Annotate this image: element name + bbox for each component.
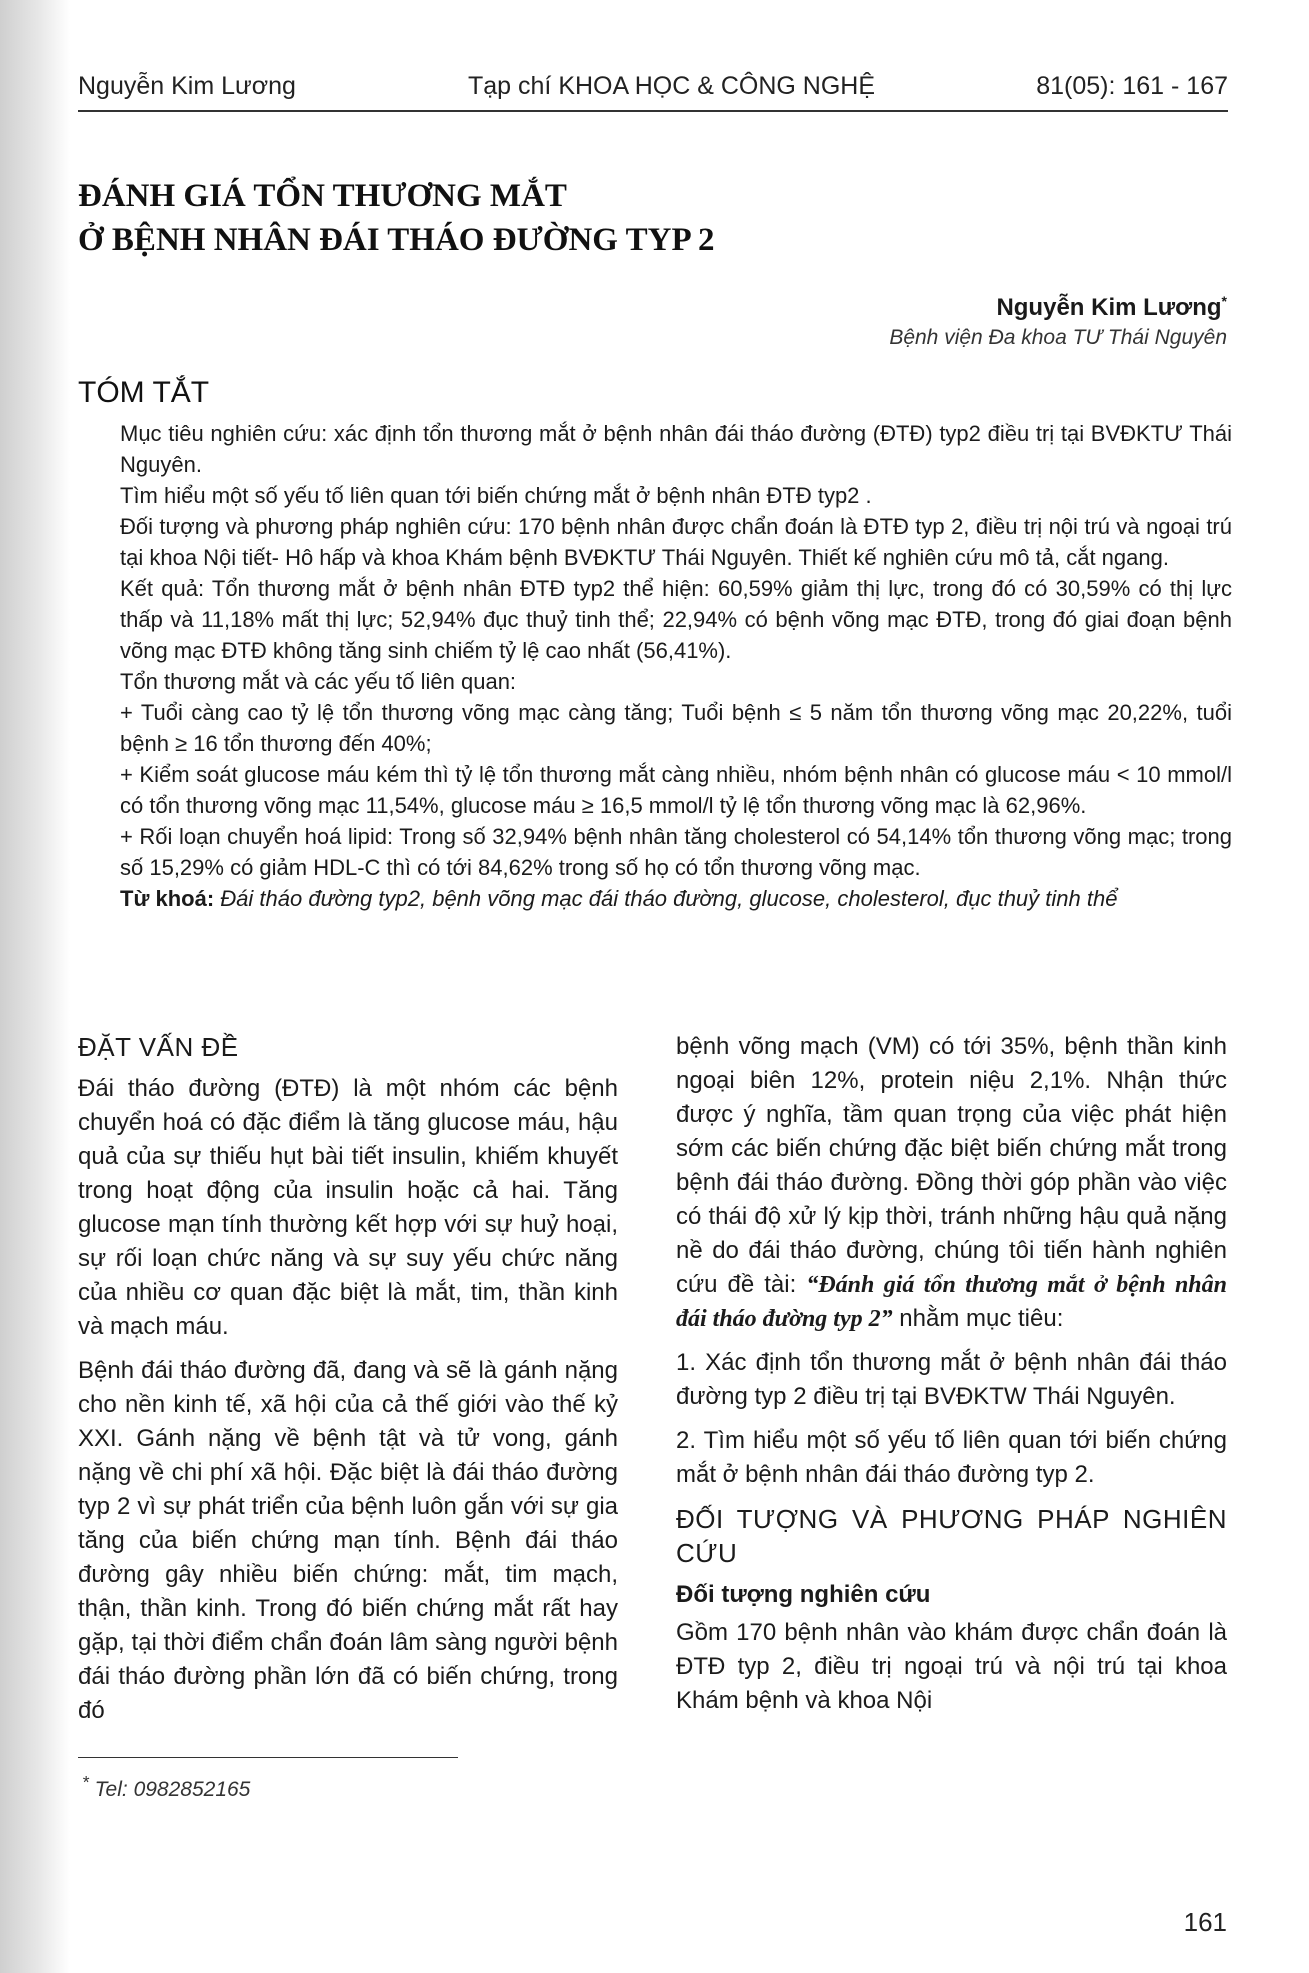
abstract-body [120, 418, 1232, 914]
article-title [78, 174, 978, 262]
footnote-marker: * [82, 1772, 89, 1792]
body-text: bệnh võng mạch (VM) có tới 35%, bệnh thần kinh ngoại biên 12%, protein niệu 2,1%. Nhận thức được ý nghĩa, tầm quan trọng của việc phát hiện sớm các biến chứng đặc biệt biến chứng mắt trong bệnh đái tháo đường. Đồng thời góp phần vào việc có thái độ xử lý kịp thời, tránh những hậu quả nặng nề do đái tháo đường, chúng tôi tiến hành nghiên cứu đề tài: [676, 1033, 1227, 1298]
abstract-paragraph: Kết quả: Tổn thương mắt ở bệnh nhân ĐTĐ typ2 thể hiện: 60,59% giảm thị lực, trong đó có 30,59% có thị lực thấp và 11,18% mất thị lực; 52,94% đục thuỷ tinh thể; 22,94% có bệnh võng mạc ĐTĐ, trong đó giai đoạn bệnh võng mạc ĐTĐ không tăng sinh chiếm tỷ lệ cao nhất (56,41%). [120, 576, 1232, 663]
abstract-paragraph: + Kiểm soát glucose máu kém thì tỷ lệ tổn thương mắt càng nhiều, nhóm bệnh nhân có glucose máu < 10 mmol/l có tổn thương võng mạc 11,54%, glucose máu ≥ 16,5 mmol/l tỷ lệ tổn thương võng mạc là 62,96%. [120, 762, 1232, 818]
keywords-text: Đái tháo đường typ2, bệnh võng mạc đái tháo đường, glucose, cholesterol, đục thuỷ tinh thể [220, 886, 1118, 911]
abstract-paragraph: + Rối loạn chuyển hoá lipid: Trong số 32,94% bệnh nhân tăng cholesterol có 54,14% tổn thương võng mạc; trong số 15,29% có giảm HDL-C thì có tới 84,62% trong số họ có tổn thương võng mạc. [120, 824, 1232, 880]
page-number: 161 [1183, 1907, 1227, 1937]
body-text: nhằm mục tiêu: [899, 1305, 1064, 1332]
scan-edge-shadow [0, 0, 70, 1973]
section-heading-methods: ĐỐI TƯỢNG VÀ PHƯƠNG PHÁP NGHIÊN CỨU [676, 1504, 1227, 1568]
author-name: Nguyễn Kim Lương [996, 294, 1222, 321]
abstract-paragraph: Tìm hiểu một số yếu tố liên quan tới biến chứng mắt ở bệnh nhân ĐTĐ typ2 . [120, 483, 872, 508]
author-name-line [889, 286, 1227, 323]
body-paragraph: Gồm 170 bệnh nhân vào khám được chẩn đoán là ĐTĐ typ 2, điều trị ngoại trú và nội trú tại khoa Khám bệnh và khoa Nội [676, 1619, 1227, 1714]
footnote [82, 1772, 250, 1802]
abstract-paragraph: Đối tượng và phương pháp nghiên cứu: 170 bệnh nhân được chẩn đoán là ĐTĐ typ 2, điều trị nội trú và ngoại trú tại khoa Nội tiết- Hô hấp và khoa Khám bệnh BVĐKTƯ Thái Nguyên. Thiết kế nghiên cứu mô tả, cắt ngang. [120, 514, 1232, 570]
objective-item: 1. Xác định tổn thương mắt ở bệnh nhân đái tháo đường typ 2 điều trị tại BVĐKTW Thái Nguyên. [676, 1349, 1227, 1410]
subsection-heading: Đối tượng nghiên cứu [676, 1581, 931, 1608]
header-journal: Tạp chí KHOA HỌC & CÔNG NGHỆ [468, 72, 876, 100]
keywords [120, 883, 1232, 914]
author-affiliation: Bệnh viện Đa khoa TƯ Thái Nguyên [889, 326, 1227, 349]
abstract-heading: TÓM TẮT [78, 376, 210, 409]
body-paragraph: Bệnh đái tháo đường đã, đang và sẽ là gánh nặng cho nền kinh tế, xã hội của cả thế giới vào thế kỷ XXI. Gánh nặng về bệnh tật và tử vong, gánh nặng về chi phí xã hội. Đặc biệt là đái tháo đường typ 2 vì sự phát triển của bệnh luôn gắn với sự gia tăng của biến chứng mạn tính. Bệnh đái tháo đường gây nhiều biến chứng: mắt, tim mạch, thận, thần kinh. Trong đó biến chứng mắt rất hay gặp, tại thời điểm chẩn đoán lâm sàng người bệnh đái tháo đường phần lớn đã có biến chứng, trong đó [78, 1357, 618, 1724]
footnote-text: Tel: 0982852165 [94, 1778, 251, 1801]
header-issue: 81(05): 161 - 167 [1036, 72, 1228, 100]
body-paragraph [676, 1030, 1227, 1336]
abstract-paragraph: Mục tiêu nghiên cứu: xác định tổn thương mắt ở bệnh nhân đái tháo đường (ĐTĐ) typ2 điều trị tại BVĐKTƯ Thái Nguyên. [120, 421, 1232, 477]
section-heading-introduction: ĐẶT VẤN ĐỀ [78, 1032, 239, 1062]
abstract-paragraph: Tổn thương mắt và các yếu tố liên quan: [120, 669, 517, 694]
study-title: “Đánh giá tổn thương mắt ở bệnh nhân đái tháo đường typ 2” [676, 1272, 1227, 1332]
keywords-label: Từ khoá: [120, 886, 215, 911]
author-block [889, 286, 1227, 353]
right-column [676, 1030, 1227, 1728]
header-author: Nguyễn Kim Lương [78, 72, 296, 100]
objective-item: 2. Tìm hiểu một số yếu tố liên quan tới biến chứng mắt ở bệnh nhân đái tháo đường typ 2. [676, 1427, 1227, 1488]
title-line-1: ĐÁNH GIÁ TỔN THƯƠNG MẮT [78, 178, 567, 214]
author-marker: * [1221, 293, 1227, 309]
header-rule [78, 110, 1228, 112]
body-paragraph: Đái tháo đường (ĐTĐ) là một nhóm các bệnh chuyển hoá có đặc điểm là tăng glucose máu, hậu quả của sự thiếu hụt bài tiết insulin, khiếm khuyết trong hoạt động của insulin hoặc cả hai. Tăng glucose mạn tính thường kết hợp với sự huỷ hoại, sự rối loạn chức năng và sự suy yếu chức năng của nhiều cơ quan đặc biệt là mắt, tim, thần kinh và mạch máu. [78, 1075, 618, 1340]
footnote-rule [78, 1757, 458, 1758]
left-column [78, 1030, 618, 1738]
title-line-2: Ở BỆNH NHÂN ĐÁI THÁO ĐƯỜNG TYP 2 [78, 222, 715, 258]
abstract-paragraph: + Tuổi càng cao tỷ lệ tổn thương võng mạc càng tăng; Tuổi bệnh ≤ 5 năm tổn thương võng mạc 20,22%, tuổi bệnh ≥ 16 tổn thương đến 40%; [120, 700, 1232, 756]
